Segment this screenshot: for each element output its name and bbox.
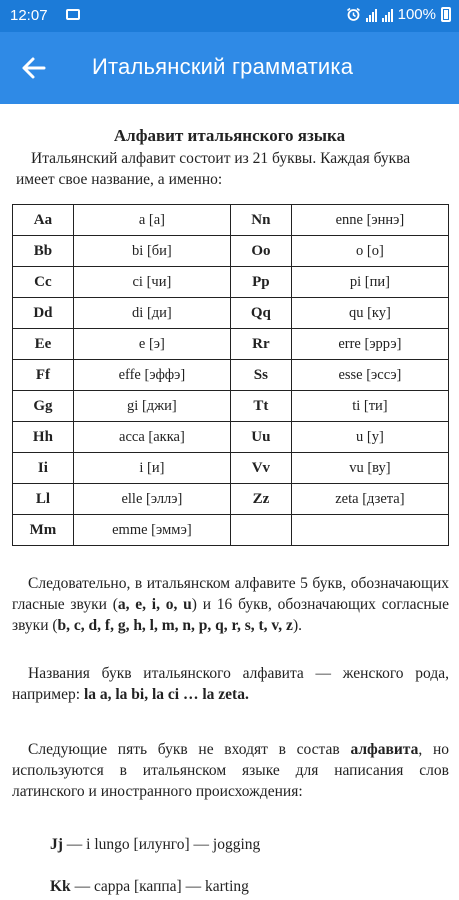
letter-cell: Ll xyxy=(13,484,74,515)
letter-cell: Aa xyxy=(13,205,74,236)
table-row xyxy=(13,205,449,236)
name-cell: erre [эррэ] xyxy=(291,329,448,360)
table-row xyxy=(13,515,449,546)
vowels-consonants-paragraph: Следовательно, в итальянском алфавите 5 букв, обозначающих гласные звуки (a, e, i, o, u) и 16 букв, обозначающих согласные звуки (b, c, d, f, g, h, l, m, n, p, q, r, s, t, v, z). xyxy=(12,575,449,634)
signal-icon xyxy=(366,8,377,22)
name-cell: a [а] xyxy=(73,205,230,236)
name-cell: gi [джи] xyxy=(73,391,230,422)
battery-percent: 100% xyxy=(397,6,436,23)
letter-cell: Ii xyxy=(13,453,74,484)
letter-cell: Qq xyxy=(230,298,291,329)
name-cell: ti [ти] xyxy=(291,391,448,422)
name-cell: emme [эммэ] xyxy=(73,515,230,546)
table-row xyxy=(13,360,449,391)
name-cell: enne [эннэ] xyxy=(291,205,448,236)
letter-cell: Bb xyxy=(13,236,74,267)
status-time: 12:07 xyxy=(10,7,48,24)
name-cell: di [ди] xyxy=(73,298,230,329)
name-cell: zeta [дзета] xyxy=(291,484,448,515)
article-content[interactable] xyxy=(0,104,459,900)
table-row xyxy=(13,484,449,515)
table-row xyxy=(13,453,449,484)
letter-cell: Tt xyxy=(230,391,291,422)
letter-cell: Ss xyxy=(230,360,291,391)
name-cell: qu [ку] xyxy=(291,298,448,329)
letter-cell: Rr xyxy=(230,329,291,360)
name-cell: bi [би] xyxy=(73,236,230,267)
gallery-icon xyxy=(66,9,80,20)
letter-cell: Ee xyxy=(13,329,74,360)
extra-letters-paragraph: Следующие пять букв не входят в состав алфавита, но используются в итальянском языке для написания слов латинского и иностранного происхождения: xyxy=(12,741,450,800)
letter-cell: Dd xyxy=(13,298,74,329)
letter-cell: Nn xyxy=(230,205,291,236)
name-cell: esse [эссэ] xyxy=(291,360,448,391)
name-cell xyxy=(291,515,448,546)
letter-cell xyxy=(230,515,291,546)
letter-cell: Uu xyxy=(230,422,291,453)
alphabet-table xyxy=(12,204,449,546)
name-cell: i [и] xyxy=(73,453,230,484)
name-cell: vu [ву] xyxy=(291,453,448,484)
example-jj: Jj — i lungo [илунго] — jogging xyxy=(50,836,261,853)
letter-cell: Pp xyxy=(230,267,291,298)
table-row xyxy=(13,391,449,422)
name-cell: o [о] xyxy=(291,236,448,267)
name-cell: e [э] xyxy=(73,329,230,360)
letter-cell: Oo xyxy=(230,236,291,267)
table-row xyxy=(13,329,449,360)
name-cell: elle [эллэ] xyxy=(73,484,230,515)
intro-text: Итальянский алфавит состоит из 21 буквы. Каждая буква имеет свое название, а именно: xyxy=(16,150,411,188)
status-bar xyxy=(0,0,459,32)
page-title: Итальянский грамматика xyxy=(92,54,354,79)
alarm-icon xyxy=(346,7,361,22)
signal-icon-2 xyxy=(382,8,393,22)
letter-cell: Ff xyxy=(13,360,74,391)
name-cell: pi [пи] xyxy=(291,267,448,298)
table-row xyxy=(13,298,449,329)
back-arrow-icon[interactable] xyxy=(14,48,54,88)
article-heading: Алфавит итальянского языка xyxy=(113,126,346,145)
app-bar xyxy=(0,32,459,104)
gender-paragraph: Названия букв итальянского алфавита — женского рода, например: la a, la bi, la ci … la zeta. xyxy=(12,665,449,703)
example-kk: Kk — cappa [каппа] — karting xyxy=(50,878,249,895)
table-row xyxy=(13,422,449,453)
letter-cell: Mm xyxy=(13,515,74,546)
name-cell: u [у] xyxy=(291,422,448,453)
letter-cell: Hh xyxy=(13,422,74,453)
letter-cell: Zz xyxy=(230,484,291,515)
name-cell: acca [акка] xyxy=(73,422,230,453)
status-icons xyxy=(346,6,451,23)
name-cell: ci [чи] xyxy=(73,267,230,298)
name-cell: effe [эффэ] xyxy=(73,360,230,391)
table-row xyxy=(13,267,449,298)
battery-icon xyxy=(441,7,451,22)
table-row xyxy=(13,236,449,267)
letter-cell: Gg xyxy=(13,391,74,422)
letter-cell: Vv xyxy=(230,453,291,484)
letter-cell: Cc xyxy=(13,267,74,298)
